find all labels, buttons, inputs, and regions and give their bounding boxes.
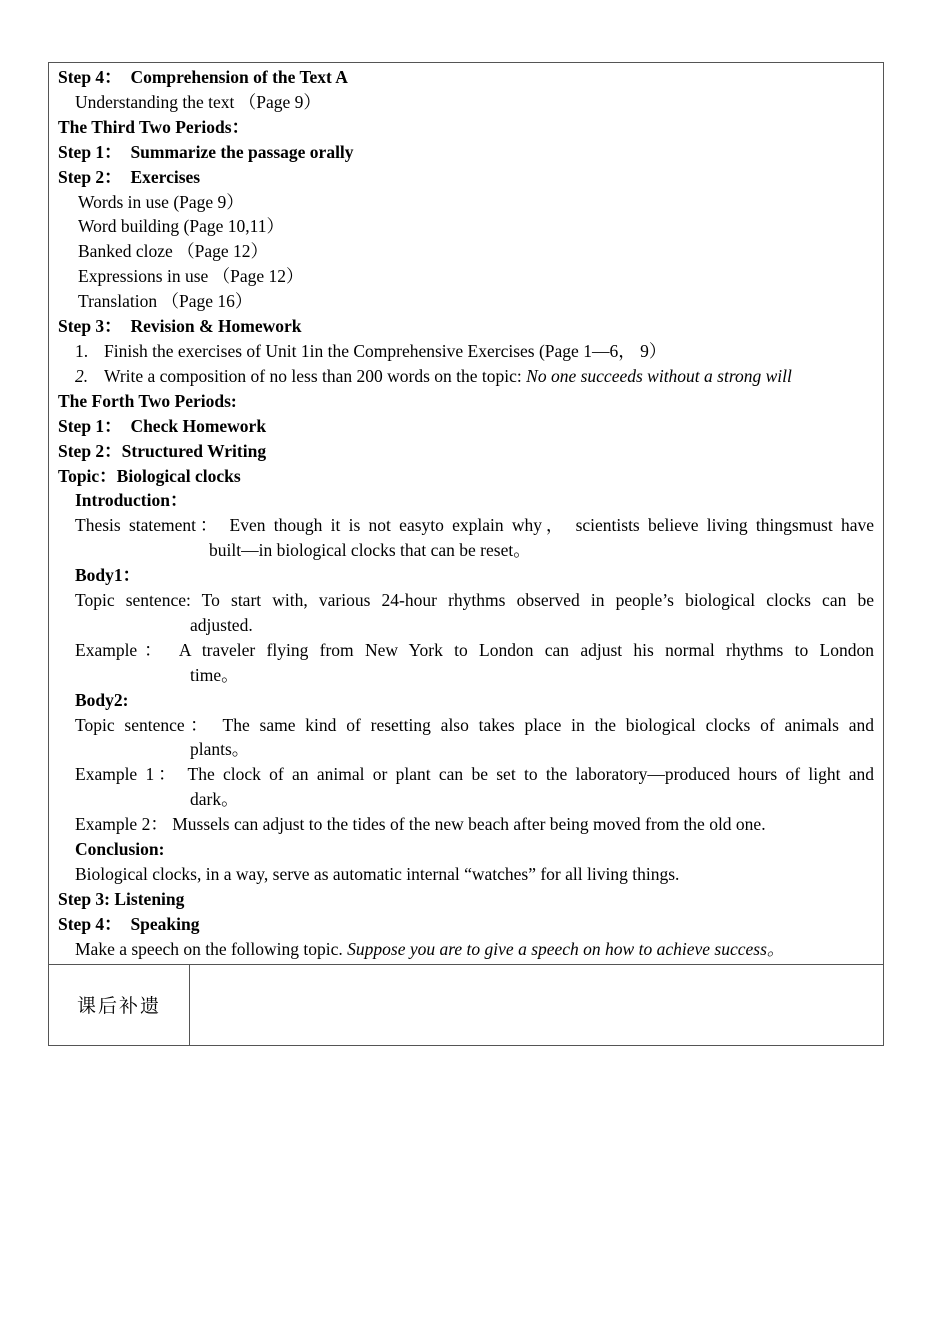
body1-example: Example： A traveler flying from New York to London can adjust his normal rhythms to London time。 — [75, 639, 874, 685]
body2-topic-sentence: Topic sentence： The same kind of resetting also takes place in the biological clocks of animals and plants。 — [75, 714, 874, 760]
exercise-item: Words in use (Page 9） — [78, 191, 244, 212]
conclusion-text: Biological clocks, in a way, serve as automatic internal “watches” for all living things. — [75, 864, 680, 884]
forth-step4-heading: Step 4： Speaking — [58, 913, 200, 934]
lesson-plan-table — [48, 62, 884, 1046]
after-class-row — [49, 964, 883, 1045]
exercise-item: Expressions in use （Page 12） — [78, 266, 304, 287]
step4-heading: Step 4： Comprehension of the Text A — [58, 67, 348, 87]
forth-step3-heading: Step 3: Listening — [58, 888, 185, 909]
body2-label: Body2: — [75, 689, 129, 710]
lesson-content-cell — [49, 63, 883, 964]
after-class-notes-cell — [190, 965, 883, 1045]
forth-step2-heading: Step 2：Structured Writing — [58, 440, 267, 461]
body1-label: Body1： — [75, 565, 141, 586]
body2-example-1: Example 1： The clock of an animal or plant can be set to the laboratory—produced hours of light and dark。 — [75, 764, 874, 810]
exercise-item: Word building (Page 10,11） — [78, 216, 284, 237]
body2-example-2: Example 2： Mussels can adjust to the tides of the new beach after being moved from the old one. — [75, 814, 766, 835]
after-class-label: 课后补遗 — [49, 965, 190, 1045]
forth-periods-heading: The Forth Two Periods: — [58, 390, 237, 411]
thesis-statement: Thesis statement： Even though it is not easyto explain why， scientists believe living thingsmust have built—in biological clocks that can be reset。 — [75, 515, 874, 561]
forth-step1-heading: Step 1： Check Homework — [58, 415, 267, 436]
homework-item: 2. Write a composition of no less than 200 words on the topic: No one succeeds without a strong will — [75, 365, 792, 386]
understanding-text: Understanding the text （Page 9） — [75, 91, 321, 112]
speech-task: Make a speech on the following topic. Suppose you are to give a speech on how to achieve success。 — [75, 938, 785, 959]
introduction-label: Introduction： — [75, 490, 188, 511]
exercise-item: Translation （Page 16） — [78, 291, 253, 312]
third-step1-heading: Step 1： Summarize the passage orally — [58, 141, 354, 162]
homework-item: 1. Finish the exercises of Unit 1in the Comprehensive Exercises (Page 1—6， 9） — [75, 340, 667, 361]
exercise-item: Banked cloze （Page 12） — [78, 241, 269, 262]
third-step3-heading: Step 3： Revision & Homework — [58, 316, 302, 337]
topic-heading: Topic：Biological clocks — [58, 465, 241, 486]
third-step2-heading: Step 2： Exercises — [58, 166, 201, 187]
third-periods-heading: The Third Two Periods： — [58, 116, 250, 137]
conclusion-label: Conclusion: — [75, 839, 165, 860]
body1-topic-sentence: Topic sentence: To start with, various 24-hour rhythms observed in people’s biological clocks can be adjusted. — [75, 590, 874, 635]
